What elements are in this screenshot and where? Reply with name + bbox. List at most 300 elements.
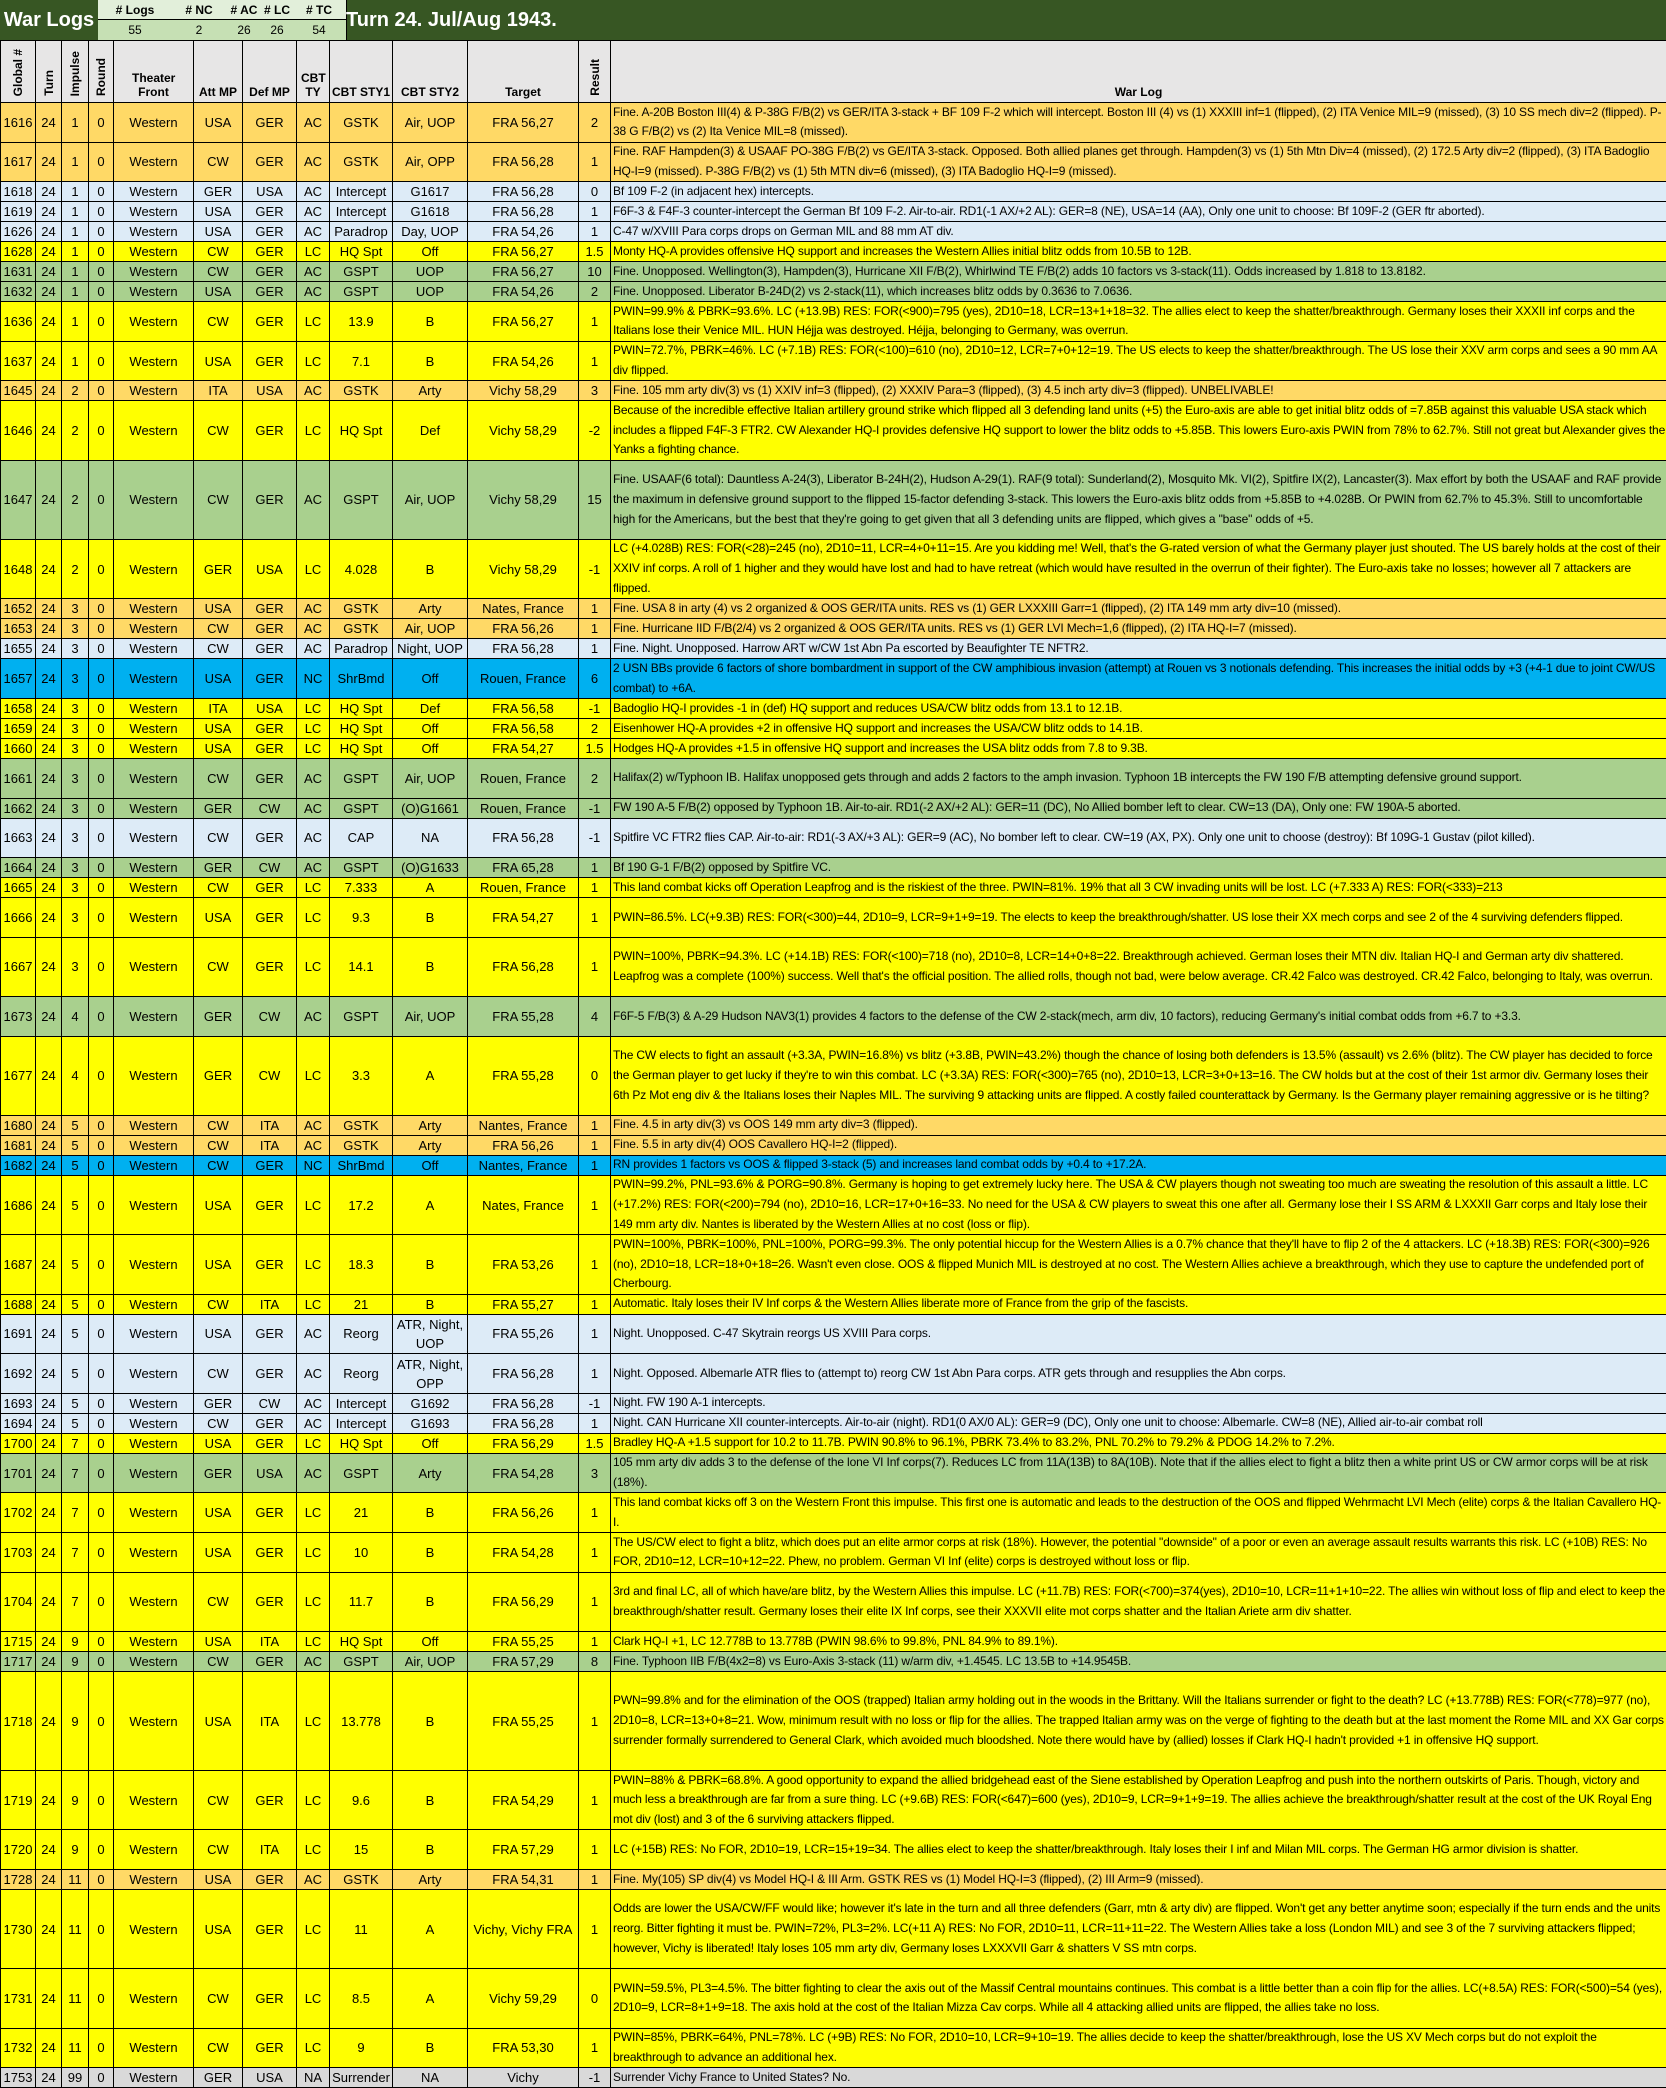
cbt-type-cell: LC bbox=[297, 1890, 330, 1969]
cbt-sty2-cell: B bbox=[393, 1572, 468, 1631]
att-mp-cell: CW bbox=[194, 2028, 243, 2068]
impulse-cell: 3 bbox=[62, 698, 89, 718]
result-cell: 3 bbox=[579, 381, 611, 401]
impulse-cell: 5 bbox=[62, 1135, 89, 1155]
war-log-text: Surrender Vichy France to United States? No. bbox=[613, 2068, 850, 2087]
cbt-type-cell: LC bbox=[297, 878, 330, 898]
def-mp-cell: USA bbox=[243, 1453, 297, 1493]
log-row[interactable] bbox=[1, 1036, 1666, 1115]
log-row[interactable] bbox=[1, 1890, 1666, 1969]
log-row[interactable] bbox=[1, 1155, 1666, 1175]
turn-cell: 24 bbox=[36, 1672, 62, 1771]
col-round[interactable]: Round bbox=[89, 41, 114, 103]
att-mp-cell: USA bbox=[194, 1870, 243, 1890]
log-row[interactable] bbox=[1, 2068, 1666, 2088]
log-row[interactable] bbox=[1, 401, 1666, 460]
theater-cell: Western bbox=[114, 718, 194, 738]
col-war-log[interactable]: War Log bbox=[611, 41, 1666, 103]
def-mp-cell: GER bbox=[243, 460, 297, 539]
turn-cell: 24 bbox=[36, 659, 62, 699]
round-cell: 0 bbox=[89, 758, 114, 798]
war-log-text: The US/CW elect to fight a blitz, which does put an elite armor corps at risk (18%). However, the potential "downside" of a poor or even an average assault results warrants this risk. LC (+10B) RES: No FOR, 2D10=12, LCR=10+12=22. Phew, no problem. German VI Inf (elite) corps is destroyed without loss or flip. bbox=[613, 1533, 1666, 1572]
war-log-text: Fine. Unopposed. Wellington(3), Hampden(3), Hurricane XII F/B(2), Whirlwind TE F/B(2) adds 10 factors vs 3-stack(11). Odds increased by 1.818 to 13.8182. bbox=[613, 262, 1426, 281]
result-cell: 1 bbox=[579, 1294, 611, 1314]
turn-cell: 24 bbox=[36, 1175, 62, 1234]
war-log-text: Fine. USAAF(6 total): Dauntless A-24(3), Liberator B-24H(2), Hudson A-29(1). RAF(9 total): Sunderland(2), Mosquito Mk. VI(2), Spitfire IX(2), Lancaster(3). Max effort by both the USAAF and RAF provide the maximum in defensive ground support to the flipped 15-factor defending 3-stack. This lowers the Euro-axis blitz odds from +5.85B to +4.028B. Or PWIN from 62.7% to 45.3%. Still to uncomfortable high for the Americans, but the best that they're going to get given that all 3 defending units are flipped, which gives a "base" odds of +5. bbox=[613, 470, 1666, 529]
log-row[interactable] bbox=[1, 1533, 1666, 1573]
target-cell: FRA 54,26 bbox=[468, 222, 579, 242]
round-cell: 0 bbox=[89, 1771, 114, 1830]
cbt-sty1-cell: HQ Spt bbox=[330, 242, 393, 262]
log-row[interactable] bbox=[1, 341, 1666, 381]
war-log-text: Bradley HQ-A +1.5 support for 10.2 to 11.7B. PWIN 90.8% to 96.1%, PBRK 73.4% to 83.2%, PNL 70.2% to 79.2% & PDOG 14.2% to 7.2%. bbox=[613, 1434, 1335, 1453]
cbt-type-cell: LC bbox=[297, 1036, 330, 1115]
stat-lc bbox=[262, 0, 293, 40]
cbt-sty1-cell: GSTK bbox=[330, 599, 393, 619]
war-log-text: Fine. My(105) SP div(4) vs Model HQ-I & III Arm. GSTK RES vs (1) Model HQ-I=3 (flipped), (2) III Arm=9 (missed). bbox=[613, 1870, 1203, 1889]
war-log-cell bbox=[611, 539, 1666, 598]
col-att-mp[interactable]: Att MP bbox=[194, 41, 243, 103]
def-mp-cell: GER bbox=[243, 401, 297, 460]
result-cell: 1 bbox=[579, 1870, 611, 1890]
target-cell: FRA 55,25 bbox=[468, 1672, 579, 1771]
global-id-cell: 1718 bbox=[1, 1672, 36, 1771]
impulse-cell: 2 bbox=[62, 401, 89, 460]
war-log-cell bbox=[611, 1155, 1666, 1175]
log-row[interactable] bbox=[1, 997, 1666, 1037]
round-cell: 0 bbox=[89, 1572, 114, 1631]
cbt-type-cell: AC bbox=[297, 222, 330, 242]
war-log-cell bbox=[611, 1890, 1666, 1969]
log-row[interactable] bbox=[1, 242, 1666, 262]
att-mp-cell: USA bbox=[194, 341, 243, 381]
log-row[interactable] bbox=[1, 599, 1666, 619]
cbt-type-cell: LC bbox=[297, 1632, 330, 1652]
war-log-cell bbox=[611, 818, 1666, 858]
turn-cell: 24 bbox=[36, 242, 62, 262]
war-log-text: Fine. 5.5 in arty div(4) OOS Cavallero HQ-I=2 (flipped). bbox=[613, 1136, 897, 1155]
cbt-sty2-cell: Arty bbox=[393, 1135, 468, 1155]
turn-cell: 24 bbox=[36, 738, 62, 758]
cbt-type-cell: LC bbox=[297, 1572, 330, 1631]
cbt-sty1-cell: GSTK bbox=[330, 103, 393, 143]
att-mp-cell: ITA bbox=[194, 381, 243, 401]
cbt-sty2-cell: Off bbox=[393, 1155, 468, 1175]
result-cell: -1 bbox=[579, 798, 611, 818]
cbt-sty2-cell: B bbox=[393, 2028, 468, 2068]
cbt-sty2-cell: (O)G1633 bbox=[393, 858, 468, 878]
war-log-text: Halifax(2) w/Typhoon IB. Halifax unopposed gets through and adds 2 factors to the amph invasion. Typhoon 1B intercepts the FW 190 F/B attempting defensive ground support. bbox=[613, 768, 1522, 788]
log-row[interactable] bbox=[1, 1115, 1666, 1135]
war-log-cell bbox=[611, 2028, 1666, 2068]
target-cell: FRA 56,26 bbox=[468, 1493, 579, 1533]
log-row[interactable] bbox=[1, 1354, 1666, 1394]
cbt-type-cell: AC bbox=[297, 1115, 330, 1135]
global-id-cell: 1694 bbox=[1, 1413, 36, 1433]
col-cbt-sty2[interactable]: CBT STY2 bbox=[393, 41, 468, 103]
def-mp-cell: GER bbox=[243, 1493, 297, 1533]
impulse-cell: 5 bbox=[62, 1393, 89, 1413]
theater-cell: Western bbox=[114, 1771, 194, 1830]
cbt-sty2-cell: Arty bbox=[393, 1870, 468, 1890]
att-mp-cell: USA bbox=[194, 1890, 243, 1969]
log-row[interactable] bbox=[1, 302, 1666, 342]
result-cell: 1 bbox=[579, 1493, 611, 1533]
def-mp-cell: GER bbox=[243, 142, 297, 182]
war-log-text: Fine. 4.5 in arty div(3) vs OOS 149 mm arty div=3 (flipped). bbox=[613, 1116, 918, 1135]
col-cbt-sty1[interactable]: CBT STY1 bbox=[330, 41, 393, 103]
def-mp-cell: GER bbox=[243, 1433, 297, 1453]
theater-cell: Western bbox=[114, 401, 194, 460]
round-cell: 0 bbox=[89, 1533, 114, 1573]
log-row[interactable] bbox=[1, 1572, 1666, 1631]
cbt-sty2-cell: B bbox=[393, 1493, 468, 1533]
log-row[interactable] bbox=[1, 262, 1666, 282]
cbt-sty2-cell: Arty bbox=[393, 1453, 468, 1493]
war-log-text: PWIN=59.5%, PL3=4.5%. The bitter fighting to clear the axis out of the Massif Central mountains continues. This combat is a little better than a coin flip for the allies. LC(+8.5A) RES: FOR(<500)=54 (yes), 2D10=9, LCR=8+1+9=18. The axis hold at the cost of the Italian Mizza Cav corps. While all 4 attacking allied units are flipped, the allies take no loss. bbox=[613, 1979, 1666, 2019]
theater-cell: Western bbox=[114, 2068, 194, 2088]
log-row[interactable] bbox=[1, 1294, 1666, 1314]
stat-value: 55 bbox=[98, 20, 172, 40]
def-mp-cell: CW bbox=[243, 858, 297, 878]
impulse-cell: 3 bbox=[62, 718, 89, 738]
log-row[interactable] bbox=[1, 2028, 1666, 2068]
def-mp-cell: GER bbox=[243, 878, 297, 898]
att-mp-cell: GER bbox=[194, 2068, 243, 2088]
impulse-cell: 3 bbox=[62, 818, 89, 858]
col-theater[interactable]: Theater Front bbox=[114, 41, 194, 103]
log-row[interactable] bbox=[1, 1672, 1666, 1771]
global-id-cell: 1618 bbox=[1, 182, 36, 202]
def-mp-cell: USA bbox=[243, 698, 297, 718]
result-cell: 2 bbox=[579, 103, 611, 143]
target-cell: Nates, France bbox=[468, 1175, 579, 1234]
cbt-type-cell: AC bbox=[297, 997, 330, 1037]
impulse-cell: 9 bbox=[62, 1672, 89, 1771]
log-row[interactable] bbox=[1, 818, 1666, 858]
target-cell: FRA 56,58 bbox=[468, 698, 579, 718]
cbt-sty1-cell: 13.9 bbox=[330, 302, 393, 342]
log-row[interactable] bbox=[1, 1493, 1666, 1533]
war-log-cell bbox=[611, 1493, 1666, 1533]
impulse-cell: 1 bbox=[62, 182, 89, 202]
target-cell: FRA 56,28 bbox=[468, 818, 579, 858]
cbt-type-cell: LC bbox=[297, 1771, 330, 1830]
log-row[interactable] bbox=[1, 539, 1666, 598]
result-cell: 1 bbox=[579, 1830, 611, 1870]
cbt-sty1-cell: 7.1 bbox=[330, 341, 393, 381]
turn-cell: 24 bbox=[36, 2028, 62, 2068]
impulse-cell: 3 bbox=[62, 659, 89, 699]
col-turn[interactable]: Turn bbox=[36, 41, 62, 103]
global-id-cell: 1753 bbox=[1, 2068, 36, 2088]
cbt-sty2-cell: A bbox=[393, 878, 468, 898]
log-row[interactable] bbox=[1, 738, 1666, 758]
round-cell: 0 bbox=[89, 2068, 114, 2088]
turn-cell: 24 bbox=[36, 898, 62, 938]
round-cell: 0 bbox=[89, 1294, 114, 1314]
impulse-cell: 1 bbox=[62, 262, 89, 282]
cbt-sty2-cell: Air, UOP bbox=[393, 997, 468, 1037]
att-mp-cell: CW bbox=[194, 1354, 243, 1394]
stat-value: 26 bbox=[226, 20, 262, 40]
war-log-cell bbox=[611, 937, 1666, 996]
def-mp-cell: GER bbox=[243, 937, 297, 996]
result-cell: 1 bbox=[579, 1413, 611, 1433]
result-cell: 1 bbox=[579, 878, 611, 898]
war-log-cell bbox=[611, 639, 1666, 659]
att-mp-cell: CW bbox=[194, 1572, 243, 1631]
cbt-sty1-cell: GSTK bbox=[330, 619, 393, 639]
target-cell: FRA 55,28 bbox=[468, 997, 579, 1037]
theater-cell: Western bbox=[114, 738, 194, 758]
cbt-type-cell: AC bbox=[297, 202, 330, 222]
theater-cell: Western bbox=[114, 1155, 194, 1175]
global-id-cell: 1693 bbox=[1, 1393, 36, 1413]
war-log-cell bbox=[611, 858, 1666, 878]
log-row[interactable] bbox=[1, 1771, 1666, 1830]
cbt-sty1-cell: HQ Spt bbox=[330, 401, 393, 460]
target-cell: Nates, France bbox=[468, 599, 579, 619]
impulse-cell: 3 bbox=[62, 758, 89, 798]
global-id-cell: 1686 bbox=[1, 1175, 36, 1234]
log-row[interactable] bbox=[1, 1453, 1666, 1493]
def-mp-cell: GER bbox=[243, 1354, 297, 1394]
cbt-sty2-cell: ATR, Night, OPP bbox=[393, 1354, 468, 1394]
log-row[interactable] bbox=[1, 1652, 1666, 1672]
target-cell: Rouen, France bbox=[468, 659, 579, 699]
log-row[interactable] bbox=[1, 878, 1666, 898]
log-row[interactable] bbox=[1, 1632, 1666, 1652]
col-def-mp[interactable]: Def MP bbox=[243, 41, 297, 103]
global-id-cell: 1637 bbox=[1, 341, 36, 381]
cbt-type-cell: LC bbox=[297, 698, 330, 718]
round-cell: 0 bbox=[89, 1652, 114, 1672]
cbt-sty2-cell: A bbox=[393, 1969, 468, 2028]
target-cell: Nantes, France bbox=[468, 1115, 579, 1135]
round-cell: 0 bbox=[89, 242, 114, 262]
result-cell: 1 bbox=[579, 1135, 611, 1155]
def-mp-cell: ITA bbox=[243, 1830, 297, 1870]
cbt-type-cell: AC bbox=[297, 1870, 330, 1890]
cbt-sty2-cell: UOP bbox=[393, 262, 468, 282]
log-row[interactable] bbox=[1, 282, 1666, 302]
global-id-cell: 1617 bbox=[1, 142, 36, 182]
war-log-text: Fine. 105 mm arty div(3) vs (1) XXIV inf=3 (flipped), (2) XXXIV Para=3 (flipped), (3) 4.5 inch arty div=3 (flipped). UNBELIVABLE! bbox=[613, 381, 1273, 400]
log-row[interactable] bbox=[1, 1314, 1666, 1354]
log-row[interactable] bbox=[1, 1175, 1666, 1234]
att-mp-cell: GER bbox=[194, 1393, 243, 1413]
round-cell: 0 bbox=[89, 1672, 114, 1771]
log-row[interactable] bbox=[1, 142, 1666, 182]
turn-cell: 24 bbox=[36, 639, 62, 659]
impulse-cell: 5 bbox=[62, 1175, 89, 1234]
war-log-text: PWIN=99.2%, PNL=93.6% & PORG=90.8%. Germany is hoping to get extremely lucky here. The USA & CW players though not sweating too much are sweating the resolution of this assault a little. LC (+17.2%) RES: FOR(<200)=794 (no), 2D10=16, LCR=17+0+16=33. No need for the USA & CW players to sweat this one after all. Germany lose their I SS ARM & LXXXII Garr corps and Italy lose their 149 mm arty div. Nantes is liberated by the Western Allies at no cost (loss or flip). bbox=[613, 1176, 1666, 1234]
war-log-cell bbox=[611, 381, 1666, 401]
stat-ac bbox=[226, 0, 263, 40]
att-mp-cell: USA bbox=[194, 202, 243, 222]
impulse-cell: 1 bbox=[62, 242, 89, 262]
global-id-cell: 1728 bbox=[1, 1870, 36, 1890]
target-cell: FRA 56,26 bbox=[468, 619, 579, 639]
result-cell: 1 bbox=[579, 222, 611, 242]
def-mp-cell: GER bbox=[243, 659, 297, 699]
war-log-cell bbox=[611, 1572, 1666, 1631]
def-mp-cell: GER bbox=[243, 898, 297, 938]
war-log-cell bbox=[611, 1135, 1666, 1155]
cbt-sty1-cell: 13.778 bbox=[330, 1672, 393, 1771]
col-global[interactable]: Global # bbox=[1, 41, 36, 103]
global-id-cell: 1666 bbox=[1, 898, 36, 938]
col-target[interactable]: Target bbox=[468, 41, 579, 103]
war-log-text: Fine. USA 8 in arty (4) vs 2 organized & OOS GER/ITA units. RES vs (1) GER LXXXIII Garr=1 (flipped), (2) ITA 149 mm arty div=10 (missed). bbox=[613, 599, 1341, 618]
round-cell: 0 bbox=[89, 1453, 114, 1493]
log-row[interactable] bbox=[1, 659, 1666, 699]
log-row[interactable] bbox=[1, 1870, 1666, 1890]
log-row[interactable] bbox=[1, 1830, 1666, 1870]
round-cell: 0 bbox=[89, 858, 114, 878]
war-log-text: Bf 109 F-2 (in adjacent hex) intercepts. bbox=[613, 182, 814, 201]
cbt-sty2-cell: ATR, Night, UOP bbox=[393, 1314, 468, 1354]
round-cell: 0 bbox=[89, 1235, 114, 1294]
war-log-text: Night. Opposed. Albemarle ATR flies to (attempt to) reorg CW 1st Abn Para corps. ATR gets through and resupplies the Abn corps. bbox=[613, 1364, 1286, 1384]
war-log-text: PWIN=72.7%, PBRK=46%. LC (+7.1B) RES: FOR(<100)=610 (no), 2D10=12, LCR=7+0+12=19. The US elects to keep the shatter/breakthrough. The US lose their XXV arm corps and sees a 90 mm AA div flipped. bbox=[613, 342, 1666, 381]
log-row[interactable] bbox=[1, 1413, 1666, 1433]
cbt-type-cell: AC bbox=[297, 460, 330, 539]
log-row[interactable] bbox=[1, 639, 1666, 659]
global-id-cell: 1663 bbox=[1, 818, 36, 858]
round-cell: 0 bbox=[89, 401, 114, 460]
global-id-cell: 1673 bbox=[1, 997, 36, 1037]
log-row[interactable] bbox=[1, 698, 1666, 718]
att-mp-cell: CW bbox=[194, 1771, 243, 1830]
impulse-cell: 11 bbox=[62, 1890, 89, 1969]
log-row[interactable] bbox=[1, 1393, 1666, 1413]
def-mp-cell: GER bbox=[243, 302, 297, 342]
log-row[interactable] bbox=[1, 381, 1666, 401]
att-mp-cell: CW bbox=[194, 460, 243, 539]
global-id-cell: 1626 bbox=[1, 222, 36, 242]
log-row[interactable] bbox=[1, 1433, 1666, 1453]
cbt-sty2-cell: Air, UOP bbox=[393, 1652, 468, 1672]
target-cell: FRA 54,26 bbox=[468, 282, 579, 302]
result-cell: -2 bbox=[579, 401, 611, 460]
cbt-sty2-cell: (O)G1661 bbox=[393, 798, 468, 818]
theater-cell: Western bbox=[114, 798, 194, 818]
log-row[interactable] bbox=[1, 898, 1666, 938]
target-cell: Vichy 58,29 bbox=[468, 460, 579, 539]
war-log-cell bbox=[611, 898, 1666, 938]
war-log-cell bbox=[611, 401, 1666, 460]
turn-cell: 24 bbox=[36, 1354, 62, 1394]
att-mp-cell: CW bbox=[194, 758, 243, 798]
result-cell: 1.5 bbox=[579, 1433, 611, 1453]
round-cell: 0 bbox=[89, 282, 114, 302]
log-row[interactable] bbox=[1, 858, 1666, 878]
round-cell: 0 bbox=[89, 1393, 114, 1413]
cbt-type-cell: NC bbox=[297, 1155, 330, 1175]
cbt-sty1-cell: Intercept bbox=[330, 182, 393, 202]
log-row[interactable] bbox=[1, 1135, 1666, 1155]
log-row[interactable] bbox=[1, 1969, 1666, 2028]
turn-cell: 24 bbox=[36, 302, 62, 342]
cbt-sty2-cell: G1618 bbox=[393, 202, 468, 222]
log-row[interactable] bbox=[1, 758, 1666, 798]
log-row[interactable] bbox=[1, 460, 1666, 539]
cbt-sty2-cell: Off bbox=[393, 738, 468, 758]
war-log-cell bbox=[611, 1870, 1666, 1890]
cbt-type-cell: LC bbox=[297, 539, 330, 598]
war-log-cell bbox=[611, 262, 1666, 282]
stat-value: 26 bbox=[262, 20, 292, 40]
theater-cell: Western bbox=[114, 639, 194, 659]
log-row[interactable] bbox=[1, 103, 1666, 143]
impulse-cell: 5 bbox=[62, 1155, 89, 1175]
cbt-sty1-cell: HQ Spt bbox=[330, 1632, 393, 1652]
cbt-sty1-cell: Paradrop bbox=[330, 222, 393, 242]
target-cell: FRA 56,58 bbox=[468, 718, 579, 738]
cbt-type-cell: AC bbox=[297, 182, 330, 202]
global-id-cell: 1680 bbox=[1, 1115, 36, 1135]
col-impulse[interactable]: Impulse bbox=[62, 41, 89, 103]
log-row[interactable] bbox=[1, 718, 1666, 738]
log-row[interactable] bbox=[1, 202, 1666, 222]
def-mp-cell: GER bbox=[243, 202, 297, 222]
global-id-cell: 1732 bbox=[1, 2028, 36, 2068]
war-log-text: 2 USN BBs provide 6 factors of shore bombardment in support of the CW amphibious invasion (attempt) at Rouen vs 3 notionals defending. This increases the initial odds by +3 (+4-1 due to joint CW/US combat) to +6A. bbox=[613, 659, 1666, 698]
global-id-cell: 1664 bbox=[1, 858, 36, 878]
cbt-sty1-cell: 15 bbox=[330, 1830, 393, 1870]
log-row[interactable] bbox=[1, 182, 1666, 202]
war-log-text: LC (+15B) RES: No FOR, 2D10=19, LCR=15+19=34. The allies elect to keep the shatter/breakthrough. Italy loses their I inf and Milan MIL corps. The German HG armor division is shatter. bbox=[613, 1840, 1578, 1860]
att-mp-cell: USA bbox=[194, 1493, 243, 1533]
cbt-sty1-cell: 14.1 bbox=[330, 937, 393, 996]
global-id-cell: 1717 bbox=[1, 1652, 36, 1672]
war-log-text: Bf 190 G-1 F/B(2) opposed by Spitfire VC. bbox=[613, 858, 831, 877]
log-row[interactable] bbox=[1, 619, 1666, 639]
round-cell: 0 bbox=[89, 1890, 114, 1969]
log-row[interactable] bbox=[1, 937, 1666, 996]
cbt-type-cell: NA bbox=[297, 2068, 330, 2088]
col-result[interactable]: Result bbox=[579, 41, 611, 103]
war-log-cell bbox=[611, 2068, 1666, 2088]
cbt-type-cell: LC bbox=[297, 1969, 330, 2028]
col-cbt-ty[interactable]: CBT TY bbox=[297, 41, 330, 103]
att-mp-cell: CW bbox=[194, 878, 243, 898]
round-cell: 0 bbox=[89, 937, 114, 996]
war-log-text: F6F-3 & F4F-3 counter-intercept the German Bf 109 F-2. Air-to-air. RD1(-1 AX/+2 AL): GER=8 (NE), USA=14 (AA), Only one unit to choose: Bf 109F-2 (GER ftr aborted). bbox=[613, 202, 1485, 221]
round-cell: 0 bbox=[89, 1413, 114, 1433]
theater-cell: Western bbox=[114, 302, 194, 342]
turn-cell: 24 bbox=[36, 202, 62, 222]
cbt-sty2-cell: B bbox=[393, 1533, 468, 1573]
global-id-cell: 1687 bbox=[1, 1235, 36, 1294]
global-id-cell: 1719 bbox=[1, 1771, 36, 1830]
impulse-cell: 1 bbox=[62, 282, 89, 302]
target-cell: FRA 54,31 bbox=[468, 1870, 579, 1890]
result-cell: 0 bbox=[579, 1036, 611, 1115]
att-mp-cell: USA bbox=[194, 1235, 243, 1294]
impulse-cell: 11 bbox=[62, 1870, 89, 1890]
theater-cell: Western bbox=[114, 202, 194, 222]
log-row[interactable] bbox=[1, 222, 1666, 242]
log-row[interactable] bbox=[1, 1235, 1666, 1294]
cbt-type-cell: LC bbox=[297, 242, 330, 262]
att-mp-cell: CW bbox=[194, 1155, 243, 1175]
cbt-sty2-cell: Def bbox=[393, 401, 468, 460]
log-row[interactable] bbox=[1, 798, 1666, 818]
turn-cell: 24 bbox=[36, 1115, 62, 1135]
